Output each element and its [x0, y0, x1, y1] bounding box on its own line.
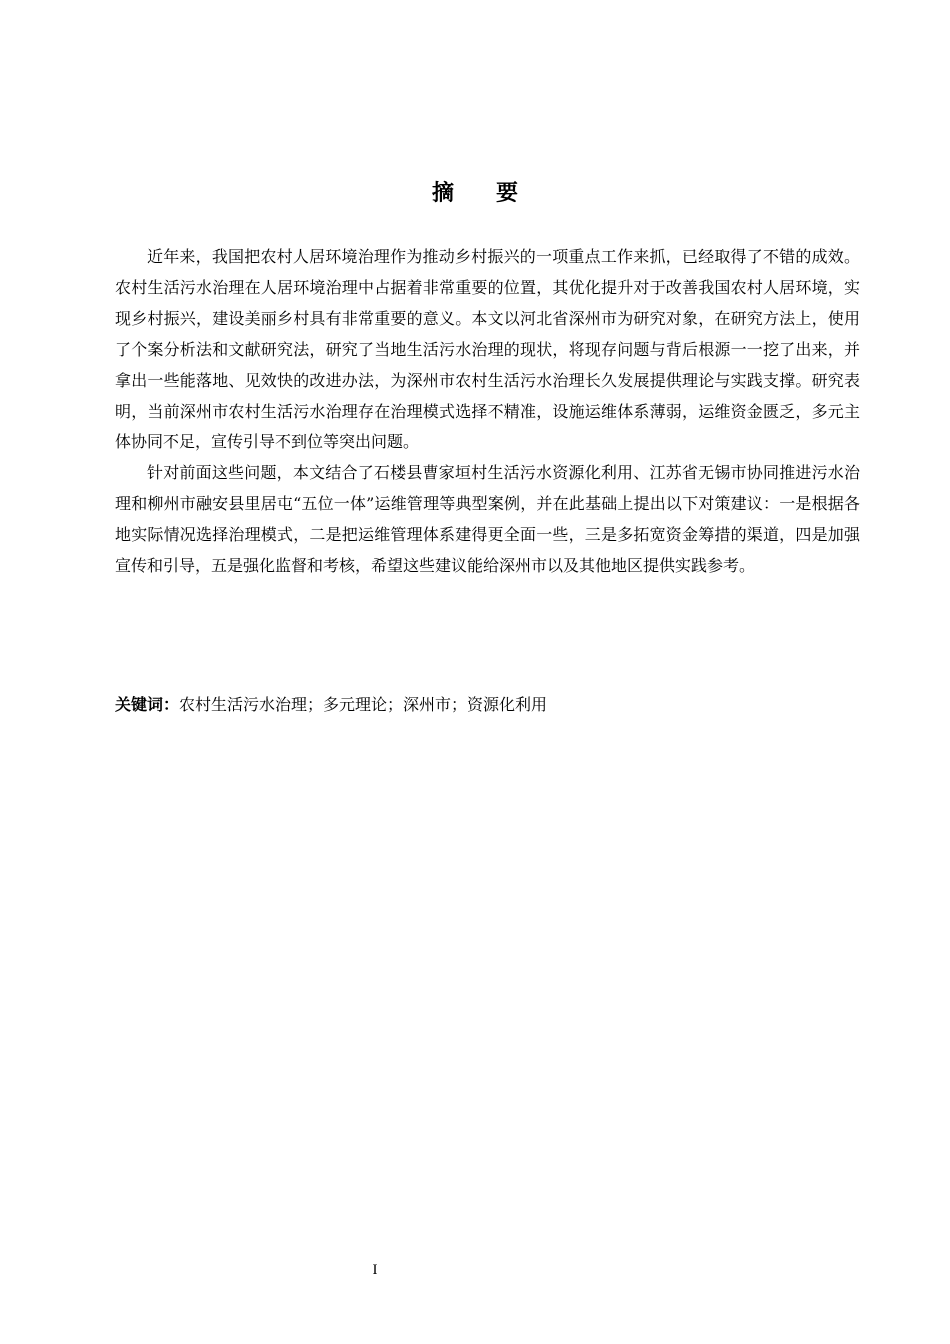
abstract-paragraph-2: 针对前面这些问题，本文结合了石楼县曹家垣村生活污水资源化利用、江苏省无锡市协同推进污水治理和柳州市融安县里居屯“五位一体”运维管理等典型案例，并在此基础上提出以下对策建议：一是根据各地实际情况选择治理模式，二是把运维管理体系建得更全面一些，三是多拓宽资金筹措的渠道，四是加强宣传和引导，五是强化监督和考核，希望这些建议能给深州市以及其他地区提供实践参考。	[115, 463, 860, 576]
keywords-label: 关键词：	[115, 695, 180, 714]
heading-char-2: 要	[496, 181, 519, 206]
abstract-heading	[0, 179, 950, 209]
heading-char-1: 摘	[431, 181, 454, 206]
abstract-body	[115, 242, 860, 582]
abstract-paragraph-1: 近年来，我国把农村人居环境治理作为推动乡村振兴的一项重点工作来抓，已经取得了不错的成效。农村生活污水治理在人居环境治理中占据着非常重要的位置，其优化提升对于改善我国农村人居环境，实现乡村振兴，建设美丽乡村具有非常重要的意义。本文以河北省深州市为研究对象，在研究方法上，使用了个案分析法和文献研究法，研究了当地生活污水治理的现状，将现存问题与背后根源一一挖了出来，并拿出一些能落地、见效快的改进办法，为深州市农村生活污水治理长久发展提供理论与实践支撑。研究表明，当前深州市农村生活污水治理存在治理模式选择不精准，设施运维体系薄弱，运维资金匮乏，多元主体协同不足，宣传引导不到位等突出问题。	[115, 247, 860, 452]
keywords-text: 农村生活污水治理；多元理论；深州市；资源化利用	[179, 695, 548, 714]
keywords-line	[115, 690, 860, 720]
page-number: I	[372, 1262, 378, 1278]
